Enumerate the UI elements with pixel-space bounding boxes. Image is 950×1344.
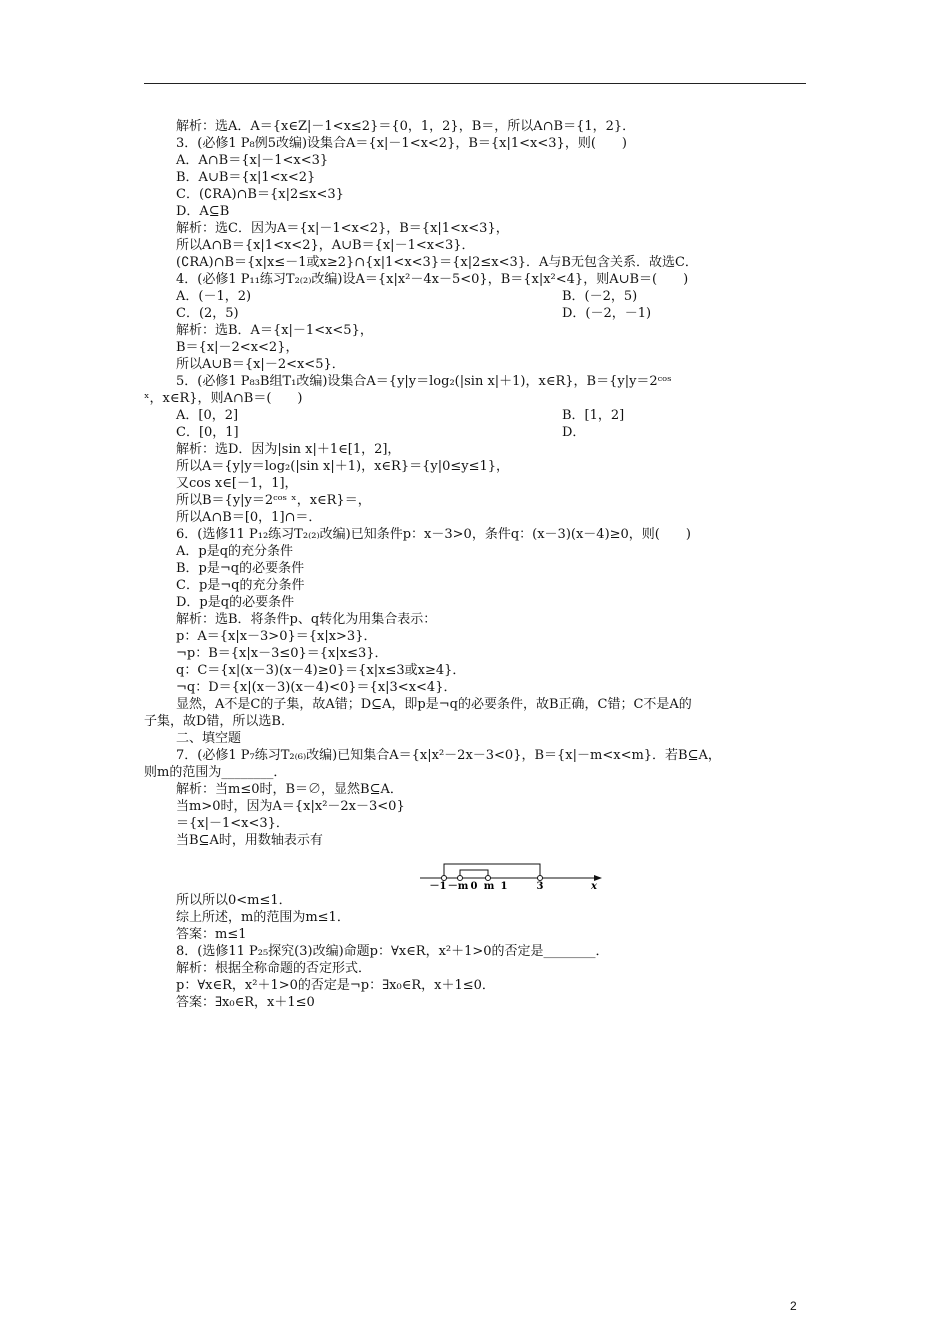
option-left: C．(2，5) — [176, 306, 239, 321]
label-three: 3 — [536, 881, 544, 890]
header-rule — [144, 83, 806, 84]
text-line: 当B⊆A时，用数轴表示有 — [176, 833, 323, 848]
option-row — [176, 424, 806, 441]
label-zero: 0 — [470, 881, 478, 890]
label-one: 1 — [500, 881, 508, 890]
text-line: 4．(必修1 P₁₁练习T₂₍₂₎改编)设A＝{x|x²－4x－5<0}，B＝{x|x²<4}，则A∪B＝( ) — [176, 272, 689, 287]
text-line: ¬p：B＝{x|x－3≤0}＝{x|x≤3}． — [176, 646, 388, 661]
text-line: 解析：选A．A＝{x∈Z|－1<x≤2}＝{0，1，2}，B＝，所以A∩B＝{1，2}． — [176, 119, 636, 134]
text-line: 解析：选D．因为|sin x|＋1∈[1，2]， — [176, 442, 401, 457]
section-heading: 二、填空题 — [176, 731, 242, 746]
text-line: 所以A∩B＝{x|1<x<2}，A∪B＝{x|－1<x<3}． — [176, 238, 475, 253]
text-line: 又cos x∈[－1，1]， — [176, 476, 298, 491]
text-line: 解析：选B．将条件p、q转化为用集合表示： — [176, 612, 437, 627]
text-line: 解析：根据全称命题的否定形式． — [176, 961, 372, 976]
open-point-neg-m — [458, 876, 463, 881]
text-line: B．A∪B＝{x|1<x<2} — [176, 170, 316, 185]
text-line: D．A⊆B — [176, 204, 230, 219]
text-line: 答案：∃x₀∈R，x＋1≤0 — [176, 995, 315, 1010]
text-line: A．p是q的充分条件 — [176, 544, 294, 559]
option-right: B．[1，2] — [562, 408, 625, 423]
text-line: D．p是q的必要条件 — [176, 595, 295, 610]
text-line: C．(∁RA)∩B＝{x|2≤x<3} — [176, 187, 344, 202]
label-neg-m: －m — [447, 881, 469, 890]
text-line: B＝{x|－2<x<2}， — [176, 340, 299, 355]
option-row — [176, 305, 806, 322]
text-line: 所以A∩B＝[0，1]∩＝． — [176, 510, 322, 525]
text-line: 所以B＝{y|y＝2ᶜᵒˢ ˣ，x∈R}＝， — [176, 493, 371, 508]
text-line: 综上所述，m的范围为m≤1． — [176, 910, 350, 925]
option-row — [176, 288, 806, 305]
open-point-m — [486, 876, 491, 881]
text-line: ˣ，x∈R}，则A∩B＝( ) — [144, 391, 303, 406]
text-line: p：∀x∈R，x²＋1>0的否定是¬p：∃x₀∈R，x＋1≤0． — [176, 978, 495, 993]
text-line: 则m的范围为________． — [144, 765, 287, 780]
label-m: m — [483, 881, 495, 890]
document-body — [144, 118, 806, 1011]
text-line: 6．(选修11 P₁₂练习T₂₍₂₎改编)已知条件p：x－3>0，条件q：(x－3)(x－4)≥0，则( ) — [176, 527, 691, 542]
text-line: 答案：m≤1 — [176, 927, 247, 942]
page-number: 2 — [790, 1299, 797, 1313]
text-line: 解析：当m≤0时，B＝∅，显然B⊆A． — [176, 782, 403, 797]
text-line: ＝{x|－1<x<3}． — [176, 816, 289, 831]
number-line-diagram — [216, 850, 806, 890]
text-line: 3．(必修1 P₈例5改编)设集合A＝{x|－1<x<2}，B＝{x|1<x<3}，则( ) — [176, 136, 627, 151]
text-line: 显然，A不是C的子集，故A错；D⊆A，即p是¬q的必要条件，故B正确，C错；C不是A的 — [176, 697, 692, 712]
option-row — [176, 407, 806, 424]
number-line-svg — [416, 850, 606, 890]
text-line: 8．(选修11 P₂₅探究(3)改编)命题p：∀x∈R，x²＋1>0的否定是________． — [176, 944, 609, 959]
text-line: (∁RA)∩B＝{x|x≤－1或x≥2}∩{x|1<x<3}＝{x|2≤x<3}．A与B无包含关系．故选C． — [176, 255, 698, 270]
text-line: 解析：选C．因为A＝{x|－1<x<2}，B＝{x|1<x<3}， — [176, 221, 509, 236]
text-line: C．p是¬q的充分条件 — [176, 578, 305, 593]
option-right: B．(－2，5) — [562, 289, 638, 304]
label-neg1: －1 — [429, 881, 447, 890]
text-line: 子集，故D错，所以选B． — [144, 714, 294, 729]
text-line: 5．(必修1 P₈₃B组T₁改编)设集合A＝{y|y＝log₂(|sin x|＋1)，x∈R}，B＝{y|y＝2ᶜᵒˢ — [176, 374, 672, 389]
text-line: 所以所以0<m≤1． — [176, 893, 292, 908]
option-left: A．(－1，2) — [176, 289, 252, 304]
text-line: 当m>0时，因为A＝{x|x²－2x－3<0} — [176, 799, 405, 814]
text-line: 所以A＝{y|y＝log₂(|sin x|＋1)，x∈R}＝{y|0≤y≤1}， — [176, 459, 510, 474]
text-line: 7．(必修1 P₇练习T₂₍₆₎改编)已知集合A＝{x|x²－2x－3<0}，B＝{x|－m<x<m}．若B⊆A， — [176, 748, 721, 763]
label-x: x — [591, 881, 597, 890]
option-left: A．[0，2] — [176, 408, 239, 423]
text-line: ¬q：D＝{x|(x－3)(x－4)<0}＝{x|3<x<4}． — [176, 680, 457, 695]
text-line: 解析：选B．A＝{x|－1<x<5}， — [176, 323, 373, 338]
open-point-3 — [538, 876, 543, 881]
text-line: A．A∩B＝{x|－1<x<3} — [176, 153, 329, 168]
option-right: D．(－2，－1) — [562, 306, 652, 321]
text-line: q：C＝{x|(x－3)(x－4)≥0}＝{x|x≤3或x≥4}． — [176, 663, 466, 678]
text-line: 所以A∪B＝{x|－2<x<5}． — [176, 357, 345, 372]
open-point-neg1 — [442, 876, 447, 881]
option-right: D． — [562, 425, 586, 440]
text-line: B．p是¬q的必要条件 — [176, 561, 305, 576]
interval-b-bracket — [460, 870, 488, 878]
option-left: C．[0，1] — [176, 425, 239, 440]
text-line: p：A＝{x|x－3>0}＝{x|x>3}． — [176, 629, 377, 644]
